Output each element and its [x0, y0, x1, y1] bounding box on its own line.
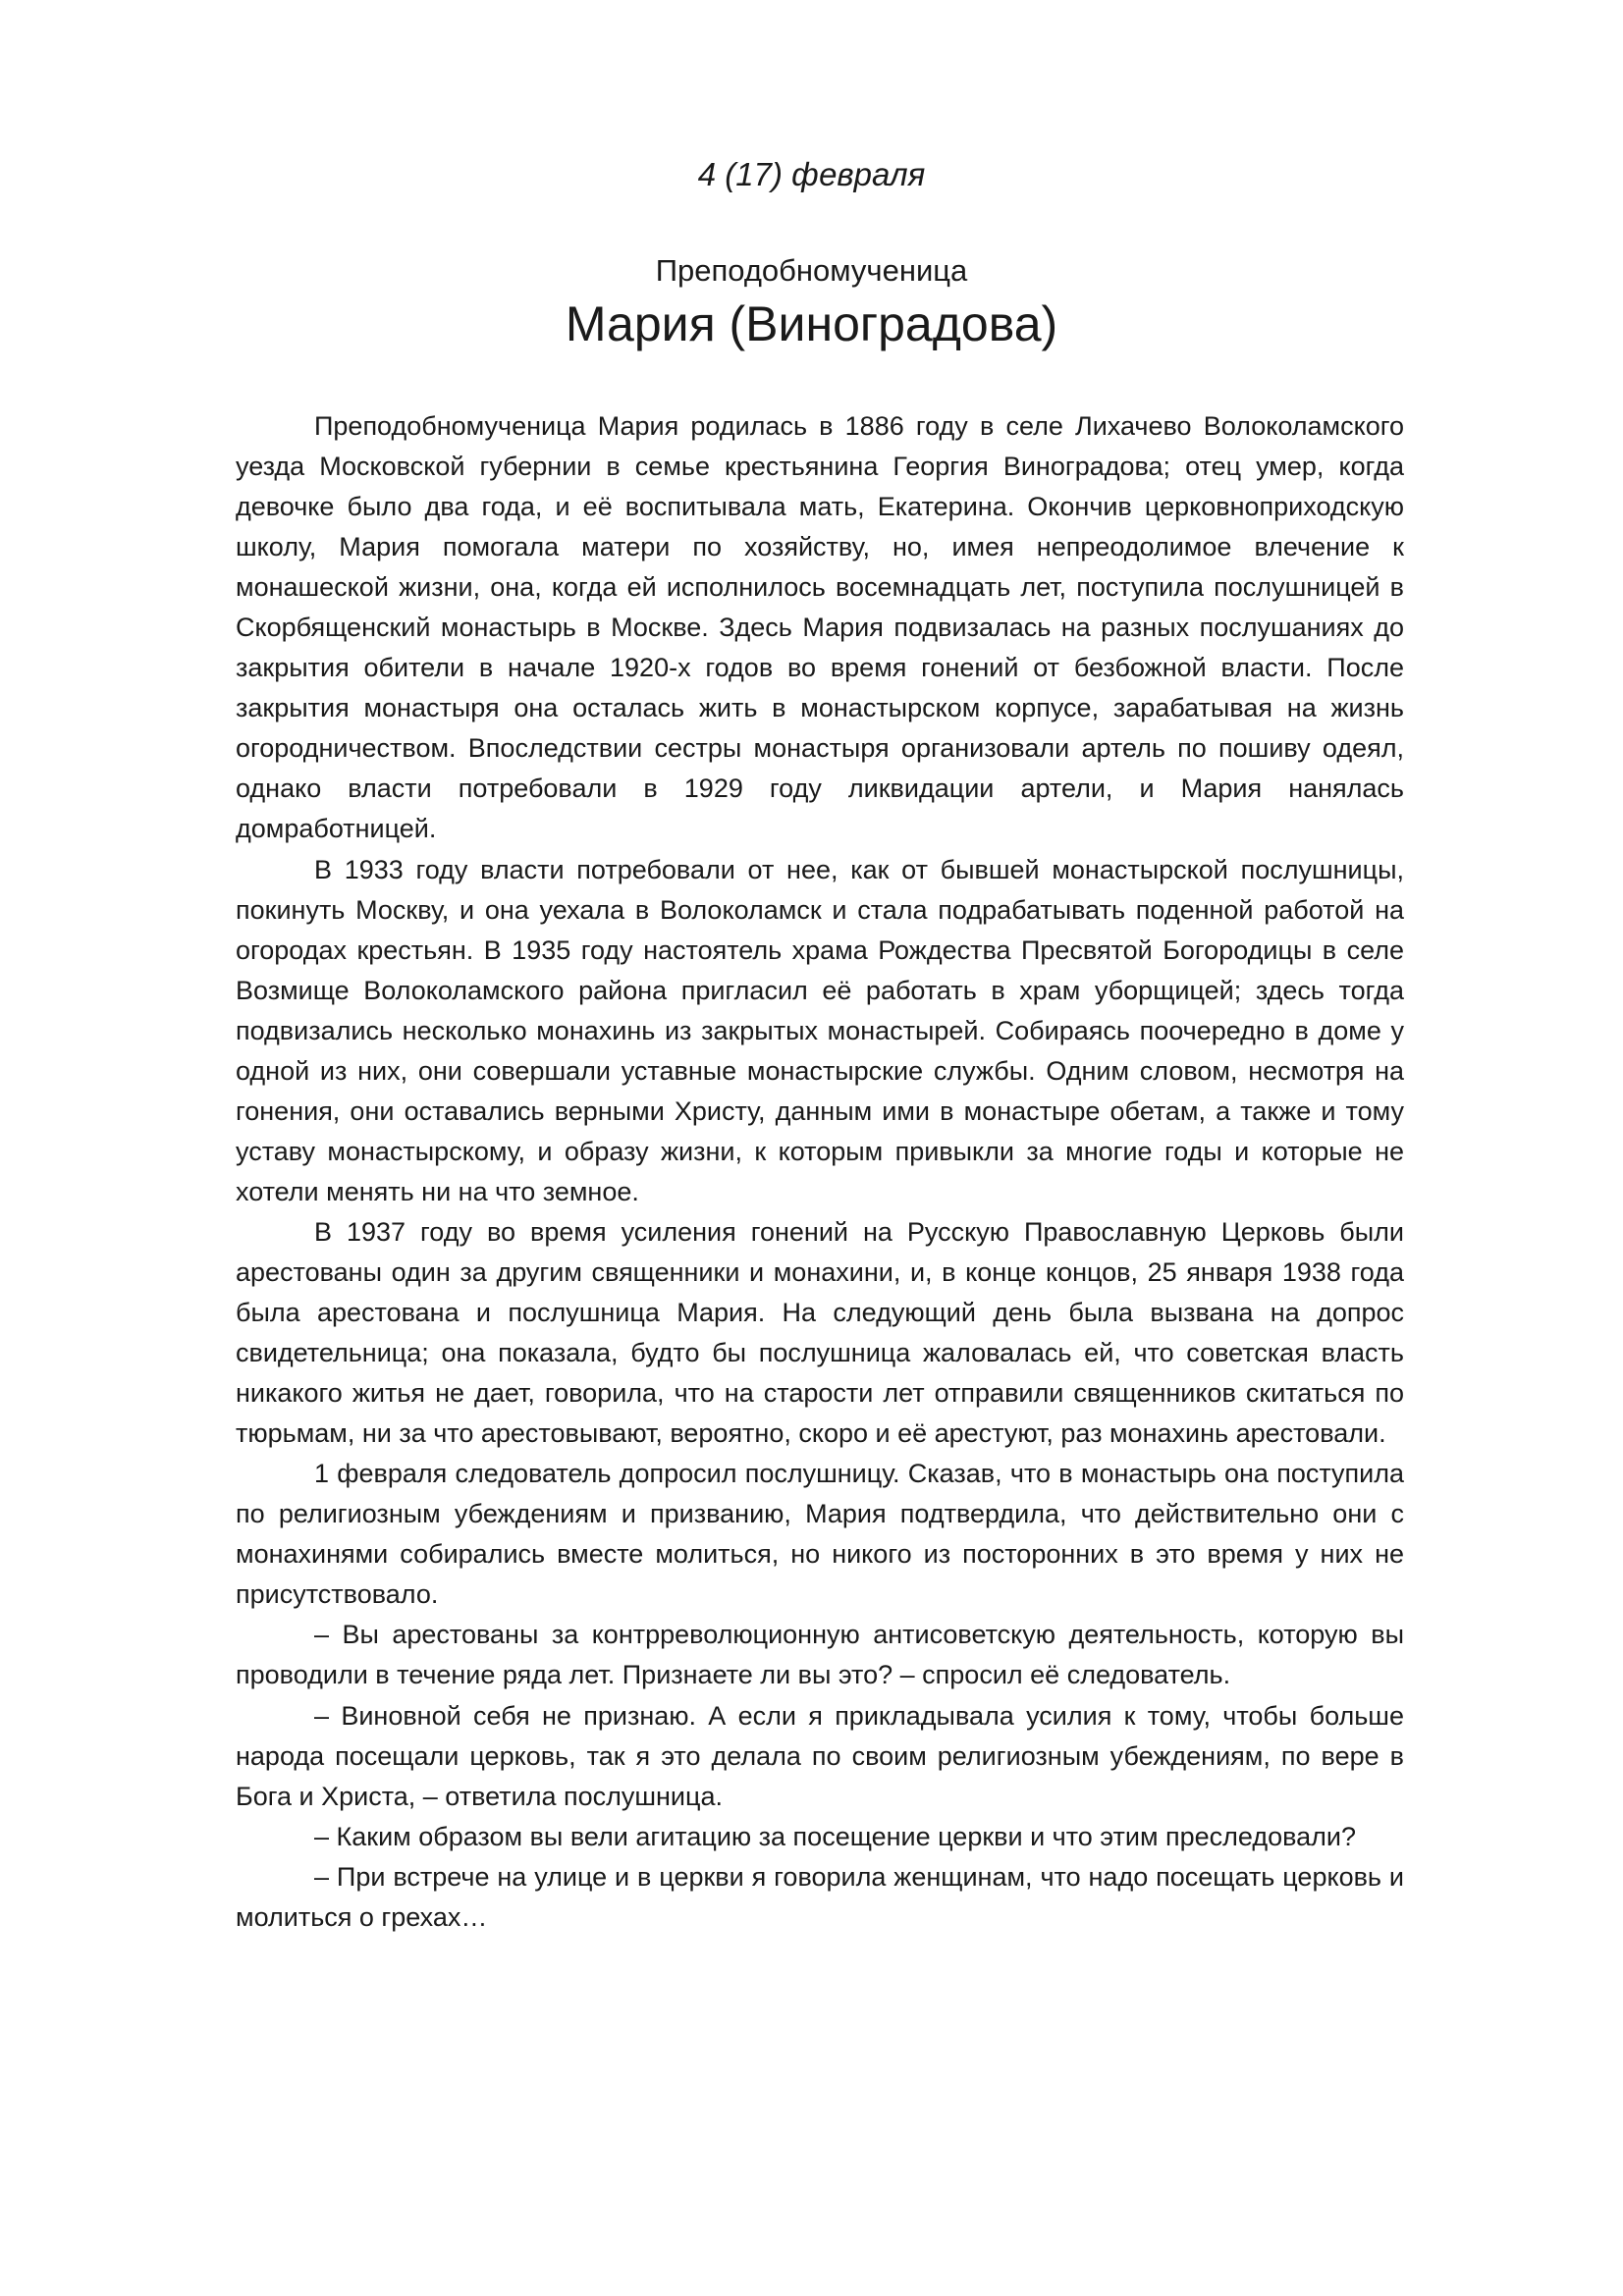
- date-heading: 4 (17) февраля: [697, 156, 926, 192]
- body-text: [236, 406, 1404, 1938]
- saint-name-title: Мария (Виноградова): [565, 296, 1058, 351]
- paragraph: В 1933 году власти потребовали от нее, как от бывшей монастырской послушницы, покинуть Москву, и она уехала в Волоколамск и стала подрабатывать поденной работой на огородах крестьян. В 1935 году настоятель храма Рождества Пресвятой Богородицы в селе Возмище Волоколамского района пригласил её работать в храм уборщицей; здесь тогда подвизались несколько монахинь из закрытых монастырей. Собираясь поочередно в доме у одной из них, они совершали уставные монастырские службы. Одним словом, несмотря на гонения, они оставались верными Христу, данным ими в монастыре обетам, а также и тому уставу монастырскому, и образу жизни, к которым привыкли за многие годы и которые не хотели менять ни на что земное.: [236, 854, 1404, 1206]
- paragraph: 1 февраля следователь допросил послушницу. Сказав, что в монастырь она поступила по религиозным убеждениям и призванию, Мария подтвердила, что действительно они с монахинями собирались вместе молиться, но никого из посторонних в это время у них не присутствовало.: [236, 1459, 1404, 1610]
- saint-rank-subtitle: Преподобномученица: [655, 253, 968, 288]
- dialogue-answer: – Виновной себя не признаю. А если я прикладывала усилия к тому, чтобы больше народа посещали церковь, так я это делала по своим религиозным убеждениям, по вере в Бога и Христа, – ответила послушница.: [236, 1700, 1404, 1811]
- dialogue-question: – Каким образом вы вели агитацию за посещение церкви и что этим преследовали?: [314, 1821, 1357, 1851]
- title-block: [0, 251, 1623, 353]
- dialogue-answer: – При встрече на улице и в церкви я говорила женщинам, что надо посещать церковь и молиться о грехах…: [236, 1861, 1404, 1932]
- dialogue-question: – Вы арестованы за контрреволюционную антисоветскую деятельность, которую вы проводили в течение ряда лет. Признаете ли вы это? – спросил её следователь.: [236, 1620, 1404, 1690]
- paragraph: Преподобномученица Мария родилась в 1886 году в селе Лихачево Волоколамского уезда Московской губернии в семье крестьянина Георгия Виноградова; отец умер, когда девочке было два года, и её воспитывала мать, Екатерина. Окончив церковноприходскую школу, Мария помогала матери по хозяйству, но, имея непреодолимое влечение к монашеской жизни, она, когда ей исполнилось восемнадцать лет, поступила послушницей в Скорбященский монастырь в Москве. Здесь Мария подвизалась на разных послушаниях до закрытия обители в начале 1920-х годов во время гонений от безбожной власти. После закрытия монастыря она осталась жить в монастырском корпусе, зарабатывая на жизнь огородничеством. Впоследствии сестры монастыря организовали артель по пошиву одеял, однако власти потребовали в 1929 году ликвидации артели, и Мария нанялась домработницей.: [236, 411, 1404, 844]
- paragraph: В 1937 году во время усиления гонений на Русскую Православную Церковь были арестованы один за другим священники и монахини, и, в конце концов, 25 января 1938 года была арестована и послушница Мария. На следующий день была вызвана на допрос свидетельница; она показала, будто бы послушница жаловалась ей, что советская власть никакого житья не дает, говорила, что на старости лет отправили священников скитаться по тюрьмам, ни за что арестовывают, вероятно, скоро и её арестуют, раз монахинь арестовали.: [236, 1216, 1404, 1449]
